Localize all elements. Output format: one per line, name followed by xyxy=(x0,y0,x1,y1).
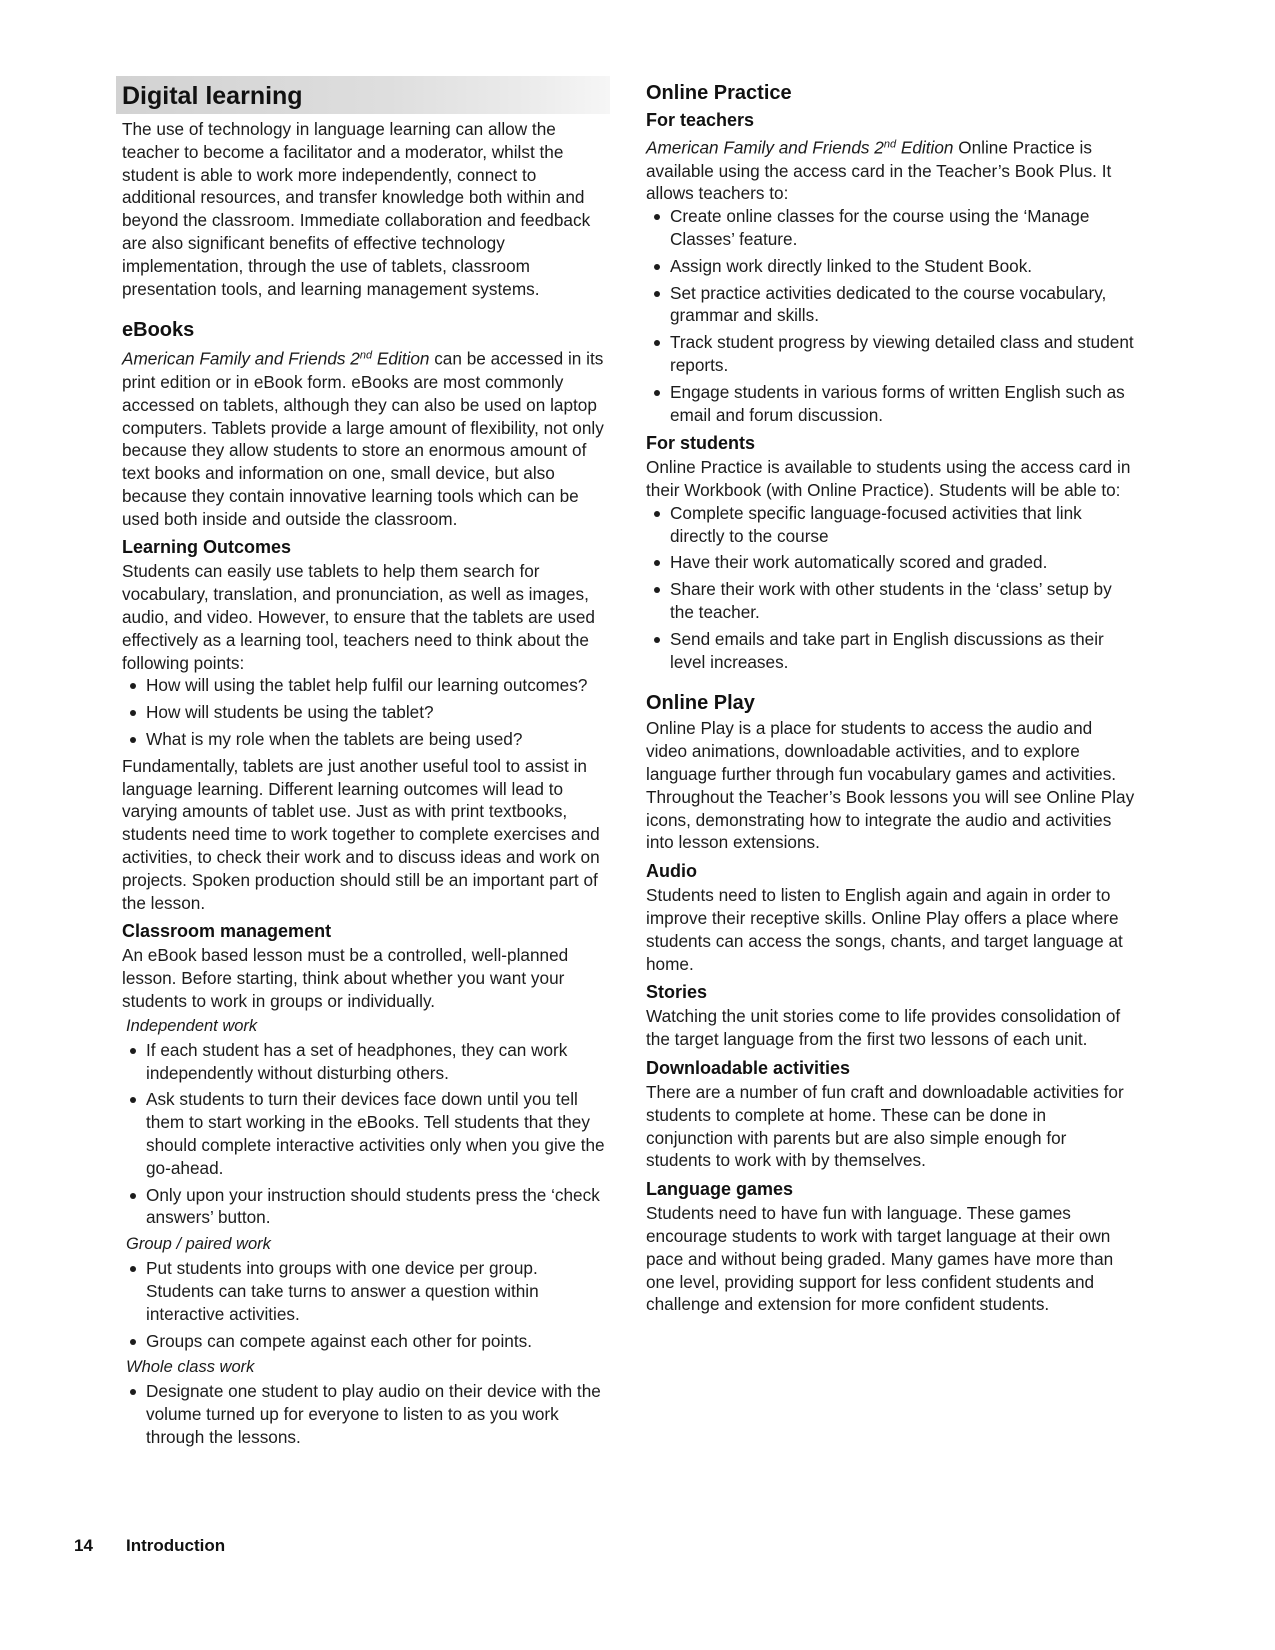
list-item: Only upon your instruction should students press the ‘check answers’ button. xyxy=(122,1184,610,1230)
audio-heading: Audio xyxy=(646,861,697,882)
learning-outcomes-paragraph: Students can easily use tablets to help them search for vocabulary, translation, and pronunciation, as well as images, audio, and video. However, to ensure that the tablets are used effectively as a learning tool, teachers need to think about the following points: xyxy=(122,561,595,673)
online-play-heading: Online Play xyxy=(646,692,755,715)
section-banner xyxy=(116,76,610,114)
language-games-paragraph: Students need to have fun with language. These games encourage students to work with target language at their own pace and without being graded. Many games have more than one level, providing support for less confident students and challenge and extension for more confident students. xyxy=(646,1203,1114,1315)
learning-outcomes-paragraph-2: Fundamentally, tablets are just another useful tool to assist in language learning. Different learning outcomes will lead to varying amounts of tablet use. Just as with print textbooks, students need time to work together to complete exercises and activities, to check their work and to discuss ideas and work on projects. Spoken production should still be an important part of the lesson. xyxy=(122,755,600,913)
list-item: Set practice activities dedicated to the course vocabulary, grammar and skills. xyxy=(646,282,1136,328)
list-item: How will students be using the tablet? xyxy=(122,701,610,724)
list-item: Send emails and take part in English discussions as their level increases. xyxy=(646,628,1136,674)
for-teachers-paragraph: American Family and Friends 2nd Edition Online Practice is available using the access card in the Teacher’s Book Plus. It allows teachers to: xyxy=(646,137,1112,204)
list-item: Create online classes for the course using the ‘Manage Classes’ feature. xyxy=(646,205,1136,251)
list-item: Groups can compete against each other for points. xyxy=(122,1330,610,1353)
online-practice-heading: Online Practice xyxy=(646,82,792,104)
for-students-list xyxy=(646,502,1136,674)
list-item: Have their work automatically scored and graded. xyxy=(646,551,1136,574)
for-teachers-heading: For teachers xyxy=(646,110,755,130)
stories-paragraph: Watching the unit stories come to life provides consolidation of the target language from the first two lessons of each unit. xyxy=(646,1006,1121,1050)
learning-outcomes-heading: Learning Outcomes xyxy=(122,537,292,558)
list-item: How will using the tablet help fulfil our learning outcomes? xyxy=(122,674,610,697)
group-work-label: Group / paired work xyxy=(126,1235,271,1254)
list-item: Designate one student to play audio on their device with the volume turned up for everyone to listen to as you work through the lessons. xyxy=(122,1380,610,1448)
list-item: Track student progress by viewing detailed class and student reports. xyxy=(646,331,1136,377)
list-item: Put students into groups with one device per group. Students can take turns to answer a question within interactive activities. xyxy=(122,1257,610,1325)
list-item: Share their work with other students in the ‘class’ setup by the teacher. xyxy=(646,578,1136,624)
page-footer xyxy=(74,1536,225,1556)
downloadable-activities-paragraph: There are a number of fun craft and downloadable activities for students to complete at home. These can be done in conjunction with parents but are also simple enough for students to work with by themselves. xyxy=(646,1082,1124,1171)
ebooks-heading: eBooks xyxy=(122,319,195,342)
list-item: If each student has a set of headphones, they can work independently without disturbing others. xyxy=(122,1039,610,1085)
whole-class-work-label: Whole class work xyxy=(126,1358,255,1377)
page-number: 14 xyxy=(74,1536,93,1555)
left-column xyxy=(122,76,610,1453)
list-item: Ask students to turn their devices face down until you tell them to start working in the eBooks. Tell students that they should complete interactive activities only when you give the go-ahead. xyxy=(122,1088,610,1179)
for-students-heading: For students xyxy=(646,433,756,454)
independent-work-label: Independent work xyxy=(126,1016,258,1035)
for-students-paragraph: Online Practice is available to students using the access card in their Workbook (with Online Practice). Students will be able to: xyxy=(646,457,1131,501)
footer-section-label: Introduction xyxy=(126,1536,226,1555)
list-item: Engage students in various forms of written English such as email and forum discussion. xyxy=(646,381,1136,427)
intro-paragraph: The use of technology in language learning can allow the teacher to become a facilitator and a moderator, whilst the student is able to work more independently, connect to additional resources, and transfer knowledge both within and beyond the classroom. Immediate collaboration and feedback are also significant benefits of effective technology implementation, through the use of tablets, classroom presentation tools, and learning management systems. xyxy=(122,119,591,299)
ebooks-paragraph: American Family and Friends 2nd Edition can be accessed in its print edition or in eBook form. eBooks are most commonly accessed on tablets, although they can also be used on laptop computers. Tablets provide a large amount of flexibility, not only because they allow students to store an enormous amount of text books and information on one, small device, but also because they contain innovative learning tools which can be used both inside and outside the classroom. xyxy=(122,349,604,529)
list-item: Complete specific language-focused activities that link directly to the course xyxy=(646,502,1136,548)
language-games-heading: Language games xyxy=(646,1179,794,1200)
for-teachers-list xyxy=(646,205,1136,426)
group-work-list xyxy=(122,1257,610,1352)
audio-paragraph: Students need to listen to English again and again in order to improve their receptive skills. Online Play offers a place where students can access the songs, chants, and target language at home. xyxy=(646,885,1123,974)
classroom-management-paragraph: An eBook based lesson must be a controlled, well-planned lesson. Before starting, think about whether you want your students to work in groups or individually. xyxy=(122,945,569,1012)
right-column xyxy=(646,76,1136,1316)
list-item: Assign work directly linked to the Student Book. xyxy=(646,255,1136,278)
learning-outcomes-list xyxy=(122,674,610,750)
stories-heading: Stories xyxy=(646,982,708,1003)
independent-work-list xyxy=(122,1039,610,1229)
online-play-paragraph: Online Play is a place for students to access the audio and video animations, downloadable activities, and to explore language further through fun vocabulary games and activities. Throughout the Teacher’s Book lessons you will see Online Play icons, demonstrating how to integrate the audio and activities into lesson extensions. xyxy=(646,718,1135,853)
whole-class-work-list xyxy=(122,1380,610,1448)
classroom-management-heading: Classroom management xyxy=(122,921,332,942)
list-item: What is my role when the tablets are being used? xyxy=(122,728,610,751)
downloadable-activities-heading: Downloadable activities xyxy=(646,1058,851,1079)
page-title: Digital learning xyxy=(122,82,303,110)
